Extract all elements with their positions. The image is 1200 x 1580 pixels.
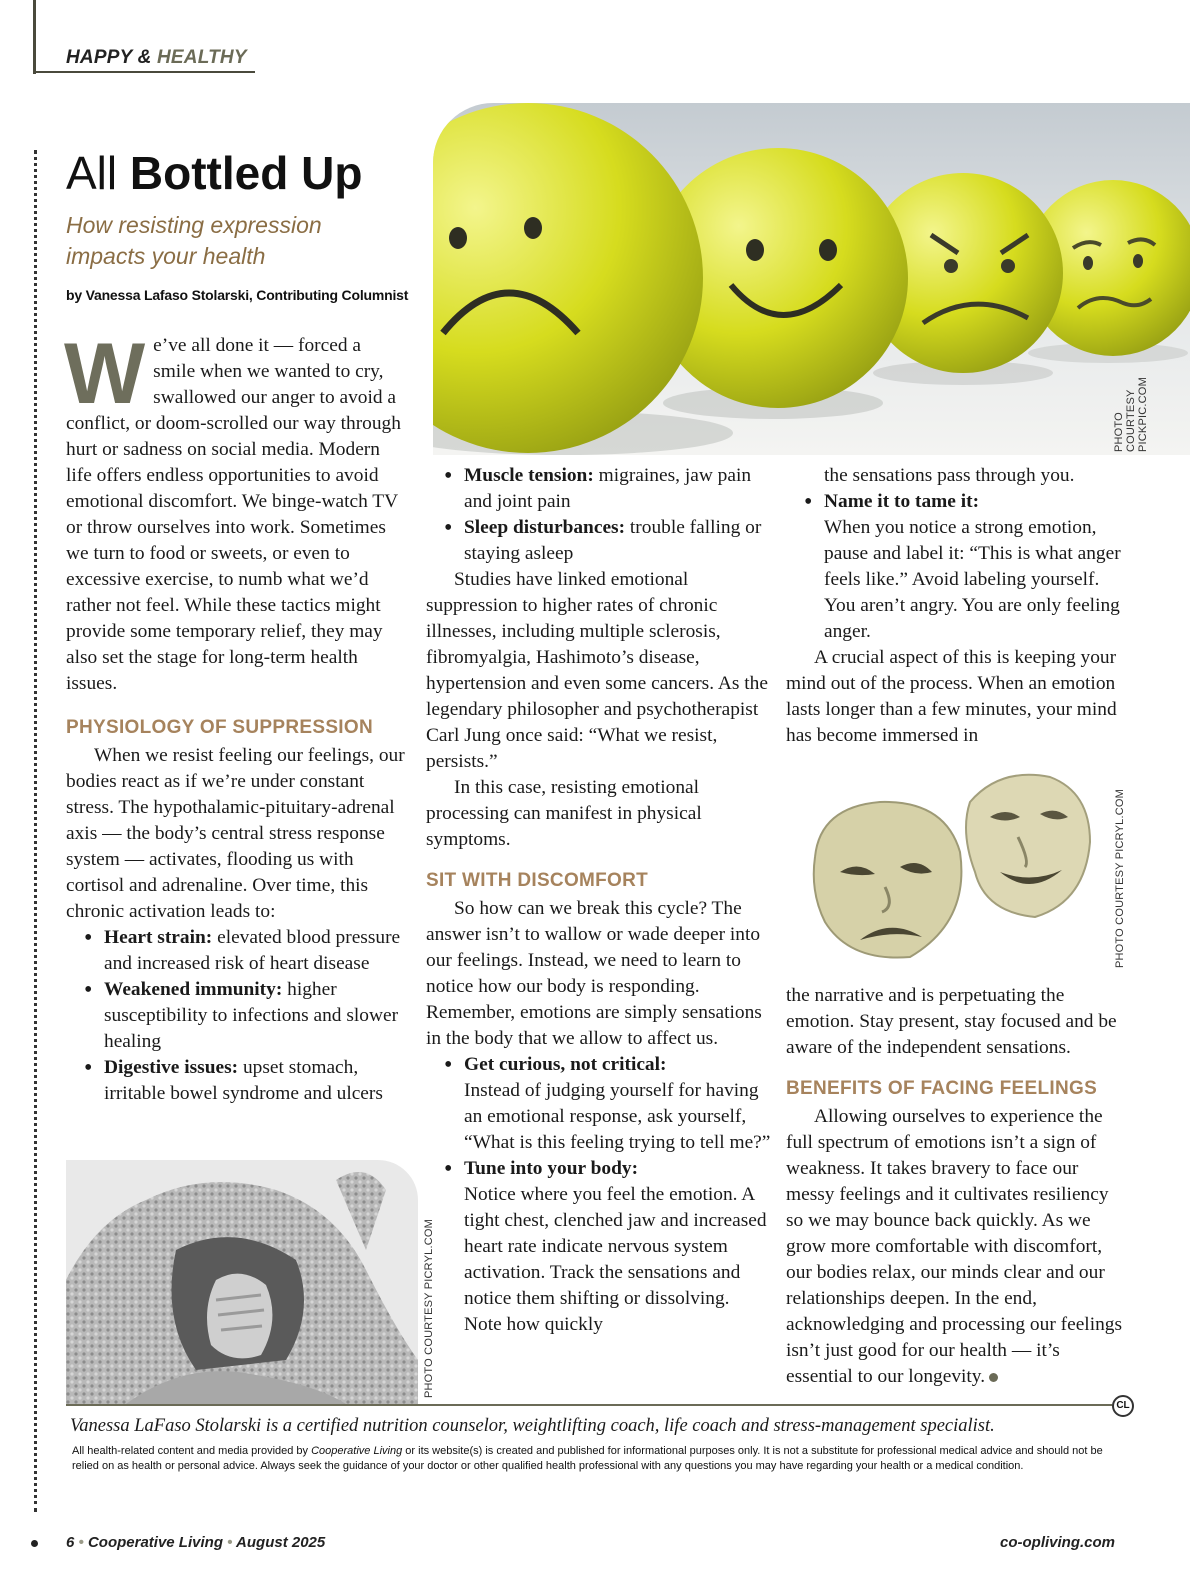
bullet-text: migraines, jaw pain and joint pain (464, 465, 752, 512)
section-label-a: HAPPY & (66, 47, 152, 68)
drop-cap: W (64, 326, 146, 422)
bullet-text: trouble falling or staying asleep (464, 517, 762, 564)
tip-text: Instead of judging yourself for having an emotional response, ask yourself, “What is this feeling trying to tell me?” (464, 1080, 771, 1153)
cl-logo: CL (1112, 1395, 1134, 1417)
tips-list (426, 1052, 771, 1338)
tip-bold: Name it to tame it: (824, 491, 980, 512)
disclaimer (72, 1444, 1122, 1474)
bullet-text: higher susceptibility to infections and slower healing (104, 979, 399, 1052)
tip-bold: Tune into your body: (464, 1158, 639, 1179)
tips-list-continued (786, 489, 1126, 645)
list-item (426, 1052, 771, 1156)
photo-credit-girl: PHOTO COURTESY PICRYL.COM (423, 1218, 435, 1398)
tip-text: Notice where you feel the emotion. A tight chest, clenched jaw and increased heart rate indicate nervous system activation. Track the sensations and notice them shifting or dissolving. Note how quickly (464, 1184, 767, 1335)
effects-list-continued (426, 463, 771, 567)
column-3-top (786, 463, 1126, 749)
publication-name: Cooperative Living (87, 1534, 223, 1551)
bullet-text: upset stomach, irritable bowel syndrome and ulcers (104, 1057, 383, 1104)
disclaimer-publication: Cooperative Living (311, 1445, 403, 1457)
bullet-bold: Sleep disturbances: (464, 517, 626, 538)
narrative-paragraph: the narrative and is perpetuating the emotion. Stay present, stay focused and be aware of the independent sensations. (786, 985, 1117, 1058)
balls-credit-line1: PHOTO COURTESY (1113, 389, 1137, 452)
photo-credit-balls (1113, 352, 1149, 452)
studies-paragraph: Studies have linked emotional suppression to higher rates of chronic illnesses, including multiple sclerosis, fibromyalgia, Hashimoto’s disease, hypertension and even some cancers. As the legendary philosopher and psychotherapist Carl Jung once said: “What we resist, persists.” (426, 569, 768, 772)
section-label-b: HEALTHY (157, 47, 247, 68)
emoji-balls-illustration (433, 103, 1190, 455)
benefits-paragraph (786, 1104, 1126, 1390)
list-item (786, 489, 1126, 645)
byline: by Vanessa Lafaso Stolarski, Contributing Columnist (66, 287, 409, 303)
theater-masks-illustration (800, 762, 1106, 968)
bullet-bold: Weakened immunity: (104, 979, 283, 1000)
bullet-text: elevated blood pressure and increased risk of heart disease (104, 927, 401, 974)
author-bio: Vanessa LaFaso Stolarski is a certified nutrition counselor, weightlifting coach, life coach and stress-management specialist. (70, 1416, 995, 1436)
heading-benefits: BENEFITS OF FACING FEELINGS (786, 1078, 1098, 1099)
photo-credit-masks: PHOTO COURTESY PICRYL.COM (1114, 788, 1126, 968)
column-1 (64, 326, 406, 1107)
list-item (426, 463, 771, 515)
list-item (426, 1156, 771, 1338)
tip-bold: Get curious, not critical: (464, 1054, 667, 1075)
header-rule-vertical (33, 0, 36, 74)
hooded-girl-photo (66, 1160, 418, 1404)
article-subtitle: How resisting expression impacts your health (66, 212, 322, 269)
dotted-margin-rule (34, 150, 37, 1512)
list-item (66, 977, 406, 1055)
emoji-balls-photo (433, 103, 1190, 455)
folio-separator: • (227, 1534, 233, 1551)
tip-text: When you notice a strong emotion, pause and label it: “This is what anger feels like.” Avoid labeling yourself. You aren’t angry. You are only feeling anger. (824, 517, 1121, 642)
bullet-bold: Muscle tension: (464, 465, 594, 486)
balls-credit-line2: PICKPIC.COM (1137, 377, 1149, 452)
list-item (66, 1055, 406, 1107)
bullet-bold: Digestive issues: (104, 1057, 239, 1078)
tip-continued: the sensations pass through you. (824, 465, 1075, 486)
disclaimer-post: or its website(s) is created and published for informational purposes only. It is not a substitute for professional medical advice and should not be relied on as health or personal advice. Always seek the guidance of your doctor or other qualified health professional with any questions you may have regarding your health or a medical condition. (72, 1445, 1103, 1472)
website-link[interactable]: co-opliving.com (1000, 1534, 1116, 1551)
column-2 (426, 463, 771, 1338)
article-title (66, 146, 362, 200)
hooded-girl-illustration (66, 1160, 418, 1404)
intro-paragraph (64, 326, 406, 697)
disclaimer-pre: All health-related content and media provided by (72, 1445, 312, 1457)
section-label (66, 47, 247, 69)
list-item (66, 925, 406, 977)
end-mark (989, 1373, 998, 1382)
column-3-bottom (786, 983, 1126, 1390)
list-item (426, 515, 771, 567)
symptoms-paragraph: In this case, resisting emotional processing can manifest in physical symptoms. (426, 777, 702, 850)
mind-paragraph: A crucial aspect of this is keeping your mind out of the process. When an emotion lasts longer than a few minutes, your mind has become immersed in (786, 647, 1117, 746)
header-rule-horizontal (33, 71, 255, 73)
title-bold: Bottled Up (129, 147, 363, 199)
theater-masks-photo (800, 762, 1106, 968)
physiology-paragraph: When we resist feeling our feelings, our bodies react as if we’re under constant stress. The hypothalamic-pituitary-adrenal axis — the body’s central stress response system — activates, flooding us with cortisol and adrenaline. Over time, this chronic activation leads to: (66, 745, 405, 922)
bullet-bold: Heart strain: (104, 927, 213, 948)
folio-bullet (31, 1540, 38, 1547)
heading-physiology: PHYSIOLOGY OF SUPPRESSION (66, 717, 373, 738)
footer-rule (66, 1404, 1112, 1406)
folio (66, 1534, 325, 1551)
benefits-text: Allowing ourselves to experience the full spectrum of emotions isn’t a sign of weakness. It takes bravery to face our messy feelings and it cultivates resiliency so we may bounce back quickly. As we grow more comfortable with discomfort, our bodies relax, our minds clear and our relationships deepen. In the end, acknowledging and processing our feelings isn’t just good for our health — it’s essential to our longevity. (786, 1106, 1123, 1387)
page-number: 6 (66, 1534, 75, 1551)
issue-date: August 2025 (236, 1534, 326, 1551)
effects-list (66, 925, 406, 1107)
cycle-paragraph: So how can we break this cycle? The answer isn’t to wallow or wade deeper into our feelings. Instead, we need to learn to notice how our body is responding. Remember, emotions are simply sensations in the body that we allow to affect us. (426, 898, 762, 1049)
title-light: All (66, 147, 118, 199)
folio-separator: • (78, 1534, 84, 1551)
heading-discomfort: SIT WITH DISCOMFORT (426, 870, 649, 891)
intro-text: e’ve all done it — forced a smile when we wanted to cry, swallowed our anger to avoid a conflict, or doom-scrolled our way through hurt or sadness on social media. Modern life offers endless opportunities to avoid emotional discomfort. We binge-watch TV or throw ourselves into work. Sometimes we turn to food or sweets, or even to excessive exercise, to numb what we’d rather not feel. While these tactics might provide some temporary relief, they may also set the stage for long-term health issues. (66, 335, 401, 694)
